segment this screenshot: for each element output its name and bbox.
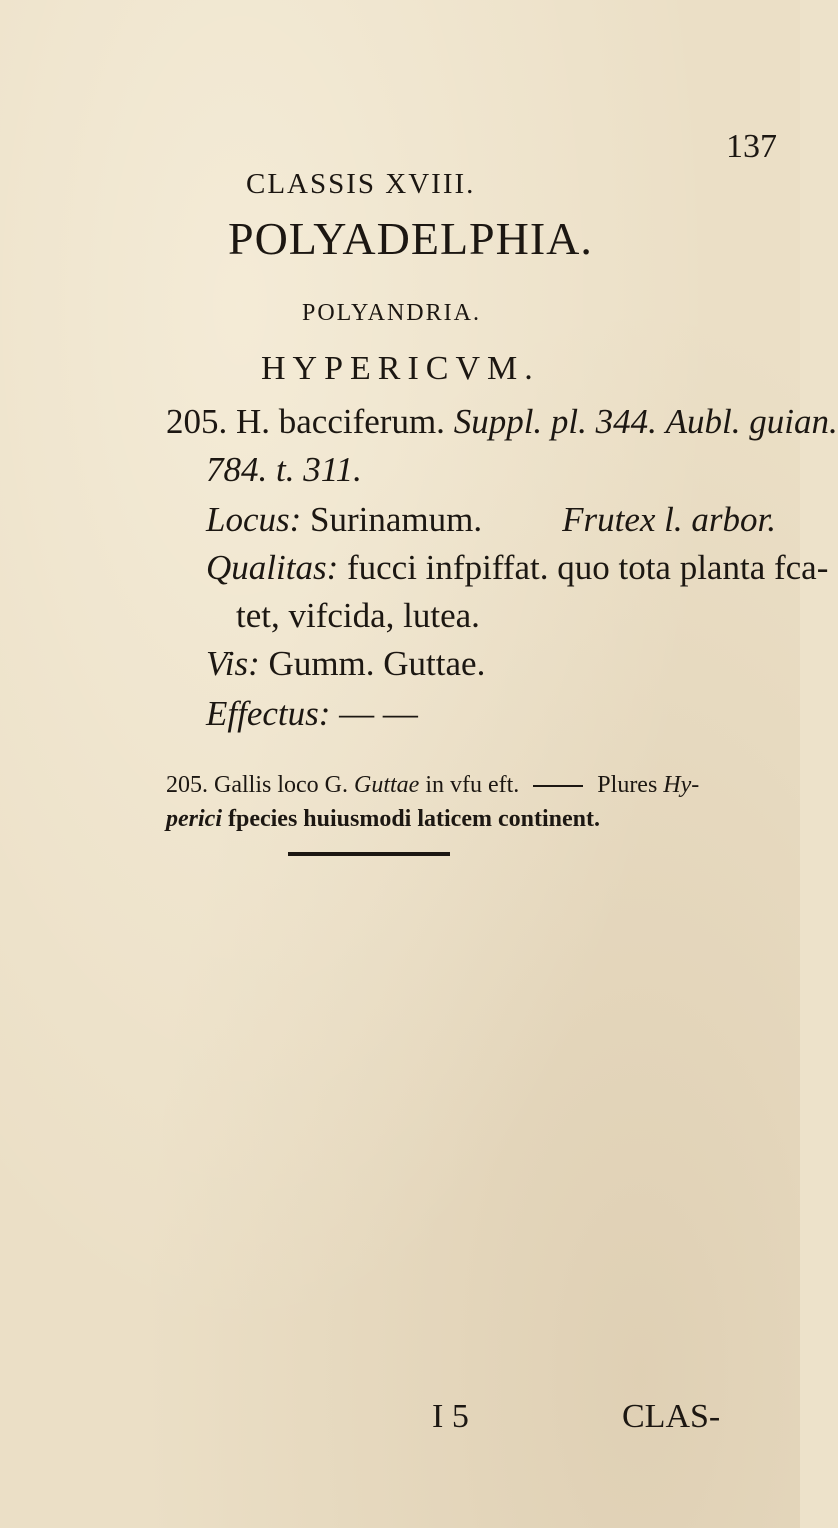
catchword: CLAS-: [622, 1398, 721, 1435]
reference-plate: 784. t. 311.: [206, 450, 362, 489]
signature-mark: I 5: [432, 1398, 469, 1435]
footnote-text-1: Gallis loco G.: [214, 772, 348, 798]
separator-rule: [288, 852, 450, 856]
footnote-perici: perici: [166, 806, 222, 832]
genus-heading: HYPERICVM.: [261, 350, 540, 387]
vis-value: Gumm. Guttae.: [268, 644, 486, 683]
entry-line-effectus: [206, 694, 418, 734]
vis-label: Vis:: [206, 644, 260, 683]
reference-suppl: Suppl. pl. 344.: [453, 402, 657, 441]
footnote-line-1: [166, 772, 699, 799]
page-number: 137: [726, 128, 777, 165]
footnote-text-2: in vfu eft.: [425, 772, 520, 798]
footnote-text-3: Plures: [597, 772, 658, 798]
qualitas-label: Qualitas:: [206, 548, 339, 587]
frutex-note: Frutex l. arbor.: [562, 500, 776, 539]
effectus-label: Effectus:: [206, 694, 331, 733]
footnote-number: 205.: [166, 772, 208, 798]
species-name: H. bacciferum.: [236, 402, 445, 441]
class-title: POLYADELPHIA.: [228, 213, 593, 264]
footnote-guttae: Guttae: [353, 772, 420, 798]
entry-line-locus: [206, 500, 776, 540]
effectus-value: — —: [339, 694, 418, 733]
entry-number: 205.: [166, 402, 228, 441]
entry-line-vis: [206, 644, 485, 684]
class-heading: CLASSIS XVIII.: [246, 168, 476, 200]
entry-line-ref: [206, 450, 362, 490]
footnote-hy: Hy-: [663, 772, 700, 798]
footnote-dash: [533, 785, 583, 787]
reference-aubl: Aubl. guian.: [665, 402, 838, 441]
entry-line-qualitas-cont: [236, 596, 480, 636]
qualitas-value: fucci infpiffat. quo tota planta fca-: [346, 548, 829, 587]
entry-line-qualitas: [206, 548, 828, 588]
entry-line-name: [166, 402, 838, 442]
locus-label: Locus:: [206, 500, 302, 539]
footnote-text-4: fpecies huiusmodi laticem continent.: [227, 806, 600, 832]
order-heading: POLYANDRIA.: [302, 300, 481, 326]
locus-value: Surinamum.: [310, 500, 483, 539]
qualitas-value-cont: tet, vifcida, lutea.: [236, 596, 480, 635]
footnote-line-2: [166, 806, 600, 833]
